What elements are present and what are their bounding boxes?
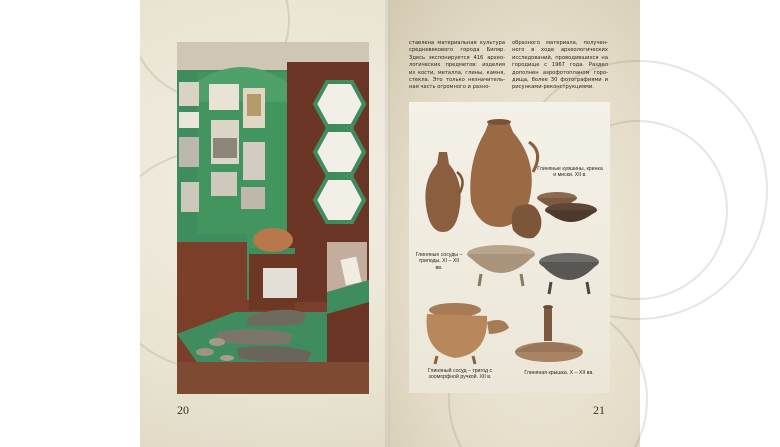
pottery-illustration [409, 102, 610, 393]
body-text-column-2: образного материала, получен-ного в ходе археологических исследований, проводившихся на городище с 1967 года. Раздел дополнен аэрофотопланом горо-дища, более 30 фотографиями и рисунками-реконструкциями. [512, 40, 608, 91]
page-number-left: 20 [177, 403, 189, 417]
exhibit-illustration [177, 42, 369, 394]
caption-lid: Глиняная крышка. X – XII вв. [524, 370, 594, 376]
caption-zoomorphic-vessel: Глиняный сосуд – тригод с зооморфной ручкой. XII в. [427, 368, 493, 381]
caption-tripods: Глиняные сосуды – триподы. XI – XII вв. [415, 252, 463, 271]
caption-jugs: Глиняные кувшины, кринка и миски. XII в. [537, 166, 603, 179]
body-text-column-1: ставлена материальная культура средневекового города Биляр. Здесь экспонируется 416 архео-логических предметов: изделия из кости, металла, глины, камня, стекла. Это только незначитель-ная часть огромного и разно- [409, 40, 505, 91]
museum-exhibit-photo [177, 42, 369, 394]
page-number-right: 21 [593, 403, 605, 417]
book-gutter [385, 0, 391, 447]
artifact-photo-panel [409, 102, 610, 393]
